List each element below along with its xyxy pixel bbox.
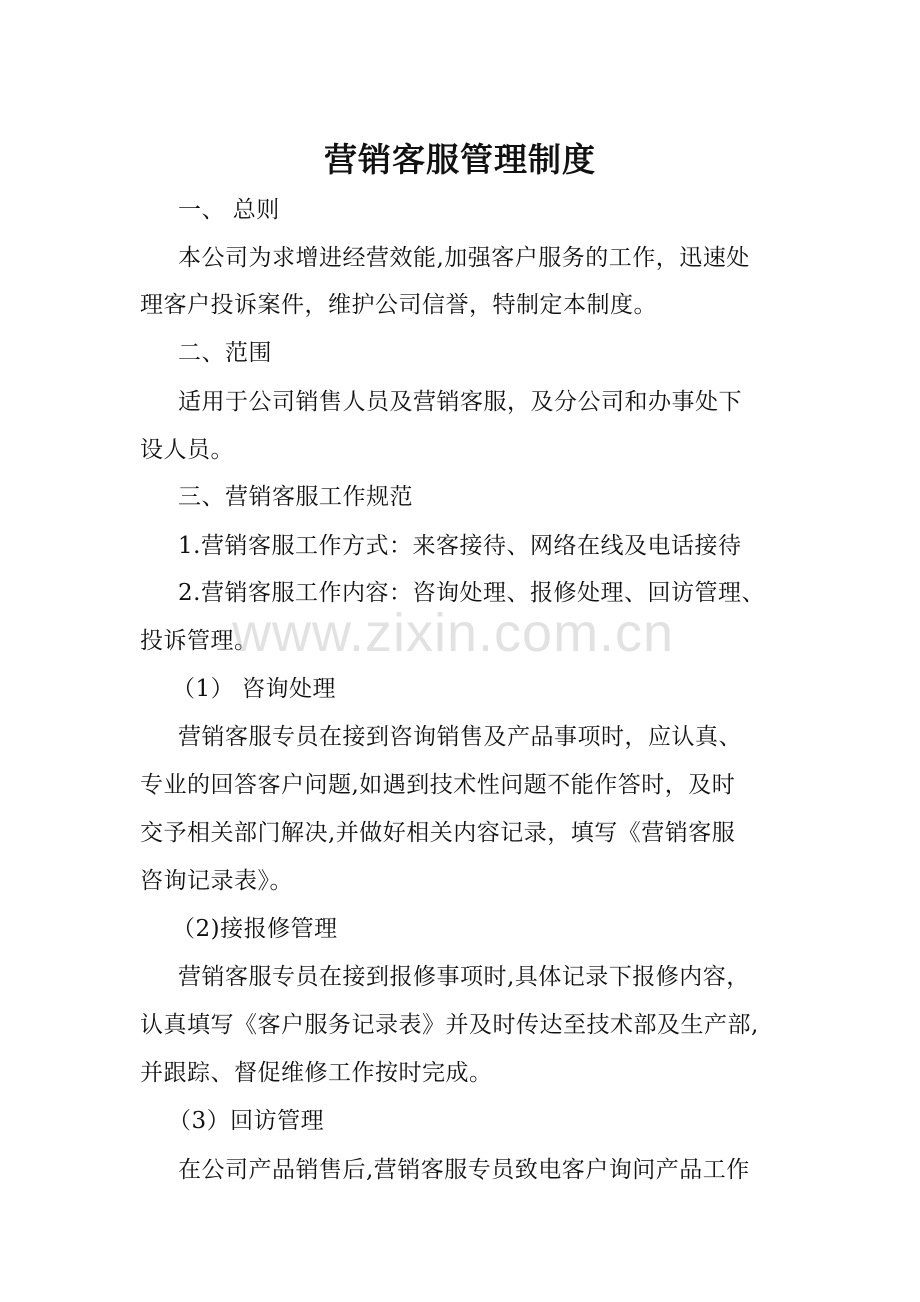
subsection-heading-followup: （3）回访管理: [168, 1108, 325, 1134]
paragraph-line: 设人员。: [140, 437, 234, 463]
paragraph-line: 并跟踪、督促维修工作按时完成。: [140, 1060, 493, 1086]
paragraph-line: 认真填写《客户服务记录表》并及时传达至技术部及生产部,: [140, 1012, 759, 1038]
subsection-heading-consultation: （1） 咨询处理: [172, 676, 336, 702]
paragraph-line: 本公司为求增进经营效能,加强客户服务的工作，迅速处: [178, 245, 750, 271]
list-item: 2.营销客服工作内容：咨询处理、报修处理、回访管理、: [178, 580, 765, 606]
paragraph-line: 适用于公司销售人员及营销客服，及分公司和办事处下: [178, 389, 742, 415]
paragraph-line: 营销客服专员在接到报修事项时,具体记录下报修内容，: [178, 964, 750, 990]
paragraph-line: 专业的回答客户问题,如遇到技术性问题不能作答时，及时: [140, 772, 736, 798]
paragraph-line: 交予相关部门解决,并做好相关内容记录，填写《营销客服: [140, 820, 736, 846]
subsection-heading-repair: （2)接报修管理: [172, 916, 338, 942]
section-heading-standards: 三、营销客服工作规范: [178, 484, 413, 510]
paragraph-line: 理客户投诉案件，维护公司信誉，特制定本制度。: [140, 292, 657, 318]
paragraph-line: 在公司产品销售后,营销客服专员致电客户询问产品工作: [178, 1157, 750, 1183]
watermark: www.zixin.com.cn: [232, 603, 675, 663]
section-heading-general: 一、 总则: [178, 197, 280, 223]
paragraph-line: 营销客服专员在接到咨询销售及产品事项时，应认真、: [178, 724, 742, 750]
paragraph-line: 咨询记录表》。: [140, 868, 293, 894]
document-title: 营销客服管理制度: [324, 140, 596, 179]
paragraph-line: 投诉管理。: [140, 628, 258, 654]
section-heading-scope: 二、范围: [178, 340, 272, 366]
list-item: 1.营销客服工作方式：来客接待、网络在线及电话接待: [178, 533, 742, 559]
